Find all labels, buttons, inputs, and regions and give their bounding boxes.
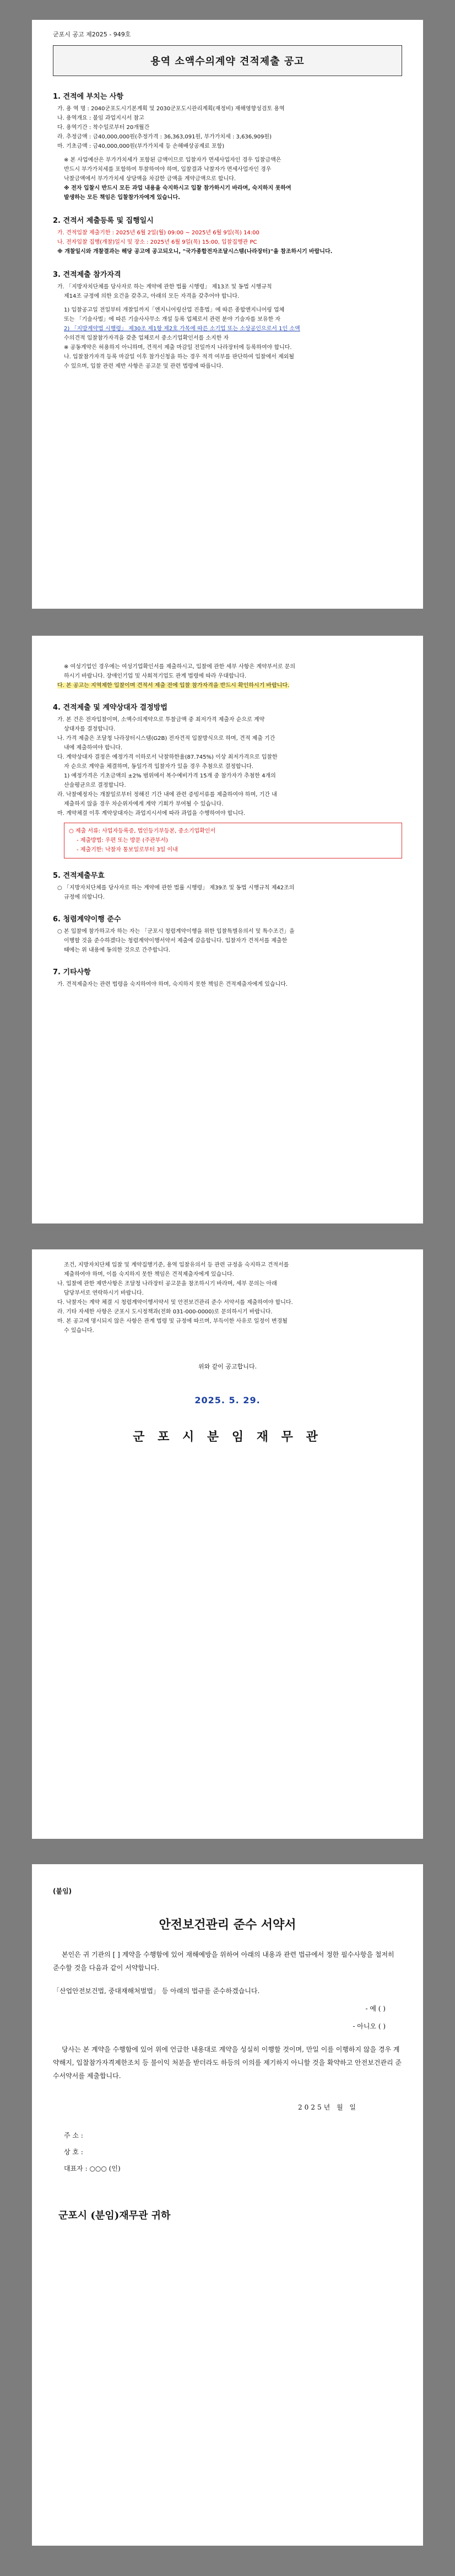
note-line: 발생하는 모든 책임은 입찰참가자에게 있습니다. [64, 195, 180, 201]
notice-title-box [53, 45, 402, 76]
text-line: 제출하여야 하며, 이를 숙지하지 못한 책임은 견적제출자에게 있습니다. [64, 1271, 234, 1278]
text-line: 가. 본 건은 전자입찰이며, 소액수의계약으로 투찰금액 중 최저가격 제출자 순으로 계약 [57, 717, 265, 723]
representative-field: 대표자 : ○○○ (인) [64, 2165, 121, 2172]
text-line [53, 324, 402, 334]
pledge-date: 2025년 월 일 [298, 2103, 358, 2111]
issuing-organization: 군 포 시 분 임 재 무 관 [133, 1430, 322, 1444]
text-line: 다. 용역기간 : 착수일로부터 20개월간 [57, 125, 150, 131]
text-line: 나. 용역개요 : 불임 과업지시서 참고 [57, 115, 144, 121]
text-line: 조건, 지방자치단체 입찰 및 계약집행기준, 용역 입찰유의서 등 관련 규정을 숙지하고 견적서를 [64, 1262, 289, 1268]
text-line: 나. 가격 제출은 조달청 나라장터시스템(G2B) 전자견적 입찰방식으로 하며, 견적 제출 기간 [57, 736, 275, 742]
text-line: 마. 본 공고에 명시되지 않은 사항은 관계 법령 및 규정에 따르며, 부득이한 사유로 일정이 변경될 [57, 1318, 288, 1324]
text-line: 나. 입찰에 관한 제반사항은 조달청 나라장터 공고문을 참조하시기 바라며, 세부 문의는 아래 [57, 1281, 277, 1287]
pledge-paragraph: 본인은 귀 기관의 [ ] 계약을 수행함에 있어 재해예방을 위하여 아래의 내용과 관련 법규에서 정한 필수사항을 철저히 준수할 것을 다음과 같이 서약합니다. [53, 1951, 394, 1972]
document-page-3 [32, 1249, 423, 1839]
note-line: 반드시 부가가치세를 포함하여 투찰하여야 하며, 입찰결과 낙찰자가 면세사업자인 경우 [64, 167, 272, 173]
text-line: 수 있습니다. [64, 1328, 94, 1334]
text-line: ○ 본 입찰에 참가하고자 하는 자는 「군포시 청렴계약이행을 위한 입찰특별유의서 및 특수조건」을 [57, 929, 295, 935]
text-line: 수 있으며, 입찰 관련 제반 사항은 공고문 및 관련 법령에 따릅니다. [64, 363, 224, 369]
section-heading: 3. 견적제출 참가자격 [53, 271, 121, 279]
text-line: 자 순으로 계약을 체결하며, 동일가격 입찰자가 있을 경우 추첨으로 결정합니다. [64, 764, 254, 770]
text-line: 때에는 위 내용에 동의한 것으로 간주합니다. [64, 947, 170, 953]
document-page-1 [32, 20, 423, 609]
address-field: 주 소 : [64, 2132, 83, 2139]
highlighted-text: 다. 본 공고는 지역제한 입찰이며 견적서 제출 전에 입찰 참가자격을 반드시 확인하시기 바랍니다. [57, 683, 290, 689]
text-line: 가. 「지방자치단체를 당사자로 하는 계약에 관한 법률 시행령」 제13조 및 동법 시행규칙 [57, 284, 272, 290]
section-heading: 1. 견적에 부치는 사항 [53, 93, 124, 101]
text-line: 라. 추정금액 : 금40,000,000원(추정가격 : 36,363,091원, 부가가치세 : 3,636,909원) [57, 134, 272, 140]
check-no: - 아니오 ( ) [353, 2022, 386, 2030]
box-line: - 제출기한: 낙찰자 통보일로부터 3일 이내 [77, 847, 178, 853]
text-line: 제출하지 않을 경우 차순위자에게 계약 기회가 부여될 수 있습니다. [64, 801, 224, 807]
text-line: 이행할 것을 준수하겠다는 청렴계약이행서약서 제출에 갈음합니다. 입찰자가 견적서를 제출한 [64, 938, 288, 944]
submission-info-box [64, 823, 402, 858]
text-line: 가. 용 역 명 : 2040군포도시기본계획 및 2030군포도시관리계획(재정비) 재해영향성검토 용역 [57, 106, 285, 112]
text-line [53, 681, 402, 690]
note-line: ※ 전자 입찰시 반드시 모든 과업 내용을 숙지하시고 입찰 참가하시기 바라며, 숙지하지 못하여 [64, 185, 291, 191]
text-line [53, 238, 402, 247]
text-line: 가. 견적제출자는 관련 법령을 숙지하여야 하며, 숙지하지 못한 책임은 견적제출자에게 있습니다. [57, 981, 288, 988]
text-line [53, 228, 402, 238]
company-field: 상 호 : [64, 2148, 83, 2156]
text-line: 라. 낙찰예정자는 개찰일로부터 정해진 기간 내에 관련 증빙서류를 제출하여야 하며, 기간 내 [57, 792, 277, 798]
text-line: 다. 계약상대자 결정은 예정가격 이하로서 낙찰하한율(87.745%) 이상 최저가격으로 입찰한 [57, 754, 278, 760]
text-line: 다. 낙찰자는 계약 체결 시 청렴계약이행서약서 및 안전보건관리 준수 서약서를 제출하여야 합니다. [57, 1300, 293, 1306]
text-line: 1) 입찰공고일 전일부터 개찰일까지「엔지니어링산업 진흥법」에 따른 종합엔지니어링 업체 [64, 307, 285, 313]
text-line: 제14조 규정에 의한 요건을 갖추고, 아래의 모든 자격을 갖추어야 합니다. [64, 293, 240, 299]
law-reference: 「산업안전보건법, 중대재해처벌법」 등 아래의 법규를 준수하겠습니다. [53, 1987, 260, 1995]
box-line: - 제출방법: 우편 또는 방문 (주관부서) [77, 838, 168, 844]
text-line: 내에 제출하여야 합니다. [64, 745, 123, 751]
text-line: 담당부서로 연락하시기 바랍니다. [64, 1290, 144, 1296]
text-line: 마. 기초금액 : 금40,000,000원(부가가치세 등 손해배상공제료 포함) [57, 143, 225, 149]
note-line: ※ 본 사업예산은 부가가치세가 포함된 금액이므로 입찰자가 면세사업자인 경우 입찰금액은 [64, 157, 281, 163]
text-line-bold: ※ 개찰일시와 개찰결과는 해당 공고에 공고되오니, "국가종합전자조달시스템(나라장터)"을 참조하시기 바랍니다. [57, 249, 333, 255]
check-yes: - 예 ( ) [365, 2005, 386, 2012]
text-line [53, 247, 402, 256]
text-line: 1) 예정가격은 기초금액의 ±2% 범위에서 복수예비가격 15개 중 참가자가 추첨한 4개의 [64, 773, 276, 779]
text-line-link: 2) 「지방계약법 시행령」 제30조 제1항 제2호 가목에 따른 소기업 또는 소상공인으로서 1인 소액 [64, 326, 300, 332]
pledge-paragraph: 당사는 본 계약을 수행함에 있어 위에 언급한 내용대로 계약을 성실히 이행할 것이며, 만일 이를 이행하지 않을 경우 계약해지, 입찰참가자격제한조치 등 불이익 처분을 받더라도 하등의 이의를 제기하지 아니할 것을 확약하고 안전보건관리 준수서약서를 제출합니다. [53, 2046, 402, 2080]
note-line: 낙찰금액에서 부가가치세 상당액을 차감한 금액을 계약금액으로 합니다. [64, 176, 236, 182]
section-heading: 5. 견적제출무효 [53, 872, 105, 880]
note-line: ※ 여성기업인 경우에는 여성기업확인서를 제출하시고, 입찰에 관한 세부 사항은 계약부서로 문의 [64, 664, 296, 670]
text-line: 또는 「기술사법」에 따른 기술사사무소 개설 등록 업체로서 관련 분야 기술자를 보유한 자 [64, 316, 281, 323]
text-line: 수의견적 입찰참가자격을 갖춘 업체로서 중소기업확인서를 소지한 자 [64, 335, 229, 341]
document-page-4 [32, 1864, 423, 2546]
notice-number: 군포시 공고 제2025 - 949호 [53, 31, 131, 38]
pledge-recipient: 군포시 (분임)재무관 귀하 [58, 2210, 171, 2221]
section-heading: 2. 견적서 제출등록 및 집행일시 [53, 217, 154, 225]
note-line: 하시기 바랍니다. 장애인기업 및 사회적기업도 관계 법령에 따라 우대합니다. [64, 673, 247, 679]
notice-date: 2025. 5. 29. [194, 1395, 261, 1405]
text-line: 상대자를 결정합니다. [64, 726, 116, 732]
section-heading: 6. 청렴계약이행 준수 [53, 915, 121, 924]
document-page-2 [32, 636, 423, 1223]
closing-statement: 위와 같이 공고합니다. [198, 1363, 257, 1370]
text-line-red: 가. 견적입찰 제출기한 : 2025년 6월 2일(월) 09:00 ~ 2025년 6월 9일(목) 14:00 [57, 230, 259, 236]
text-line: 마. 계약체결 이후 계약상대자는 과업지시서에 따라 과업을 수행하여야 합니다. [57, 811, 245, 817]
text-line: 라. 기타 자세한 사항은 군포시 도시정책과(전화 031-000-0000)로 문의하시기 바랍니다. [57, 1309, 273, 1315]
section-heading: 4. 견적제출 및 계약상대자 결정방법 [53, 704, 167, 712]
note-line: ※ 공동계약은 허용하지 아니하며, 견적서 제출 마감일 전일까지 나라장터에 등록하여야 합니다. [64, 345, 292, 351]
text-line: 규정에 의합니다. [64, 894, 105, 900]
text-line: 나. 입찰참가자격 등록 마감일 이후 참가신청을 하는 경우 적격 여부를 판단하여 입찰에서 제외될 [64, 354, 295, 360]
attachment-label: (붙임) [53, 1887, 72, 1895]
text-line: ○ 「지방자치단체를 당사자로 하는 계약에 관한 법률 시행령」 제39조 및 동법 시행규칙 제42조의 [57, 885, 295, 891]
pledge-title: 안전보건관리 준수 서약서 [159, 1918, 296, 1932]
text-line: 산술평균으로 결정합니다. [64, 782, 126, 788]
notice-title: 용역 소액수의계약 견적제출 공고 [150, 56, 305, 67]
text-line-red: 나. 전자입찰 집행(개찰)일시 및 장소 : 2025년 6월 9일(목) 15:00, 입찰집행관 PC [57, 239, 257, 245]
box-line: ○ 제출 서류: 사업자등록증, 법인등기부등본, 중소기업확인서 [69, 828, 216, 834]
section-heading: 7. 기타사항 [53, 968, 91, 976]
